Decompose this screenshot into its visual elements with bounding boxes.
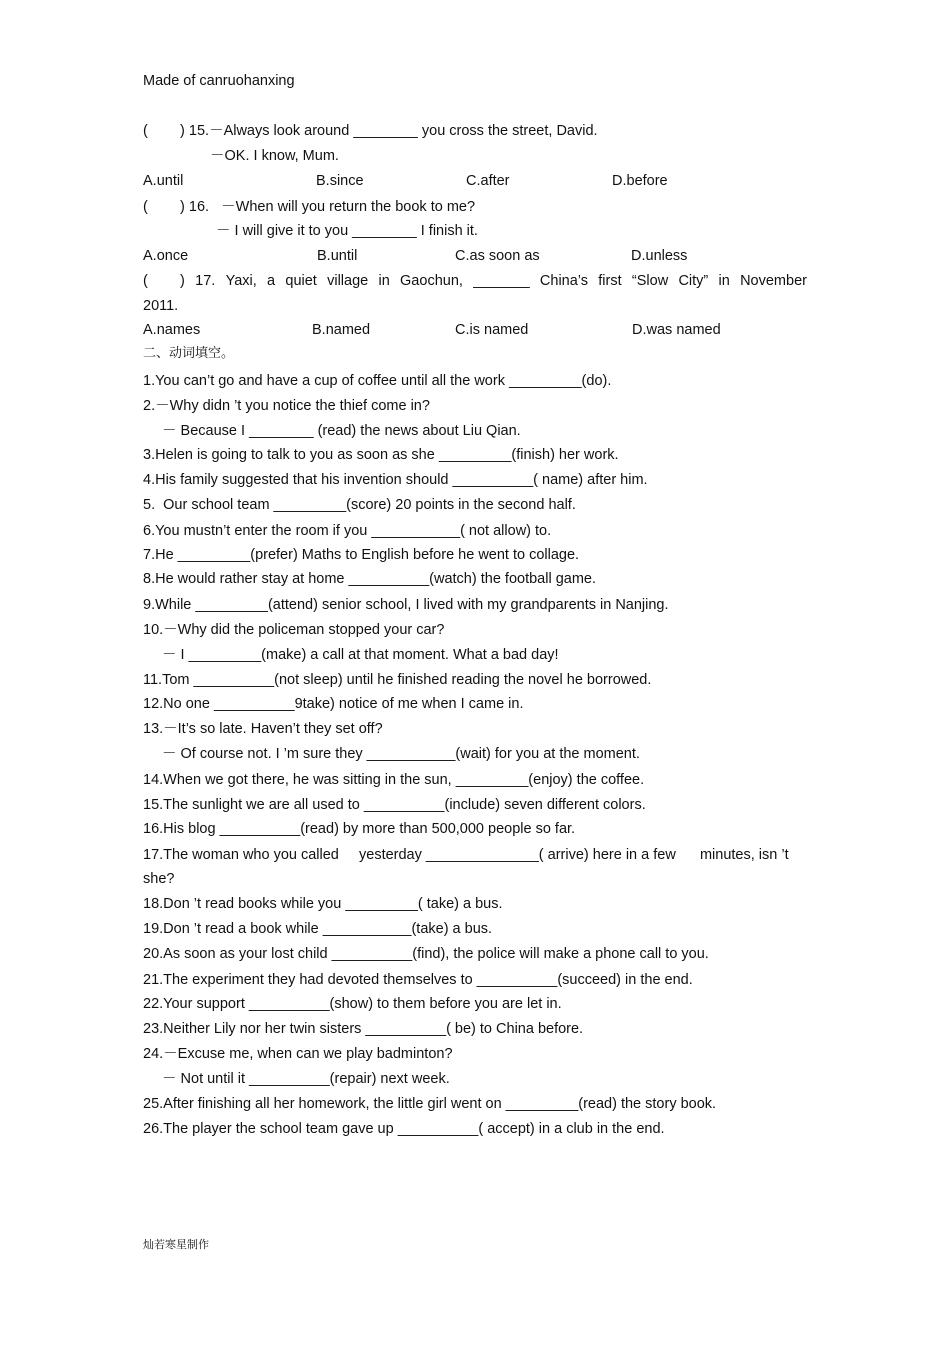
q17-word: China’s (539, 273, 589, 289)
q17-word: _______ (473, 273, 530, 289)
item-5: 5. Our school team _________(score) 20 points in the second half. (143, 497, 576, 513)
q17-word: Gaochun, (400, 273, 463, 289)
q17-option-d: D.was named (632, 322, 721, 338)
item-17: 17.The woman who you called yesterday ______________( arrive) here in a few minutes, isn ’t (143, 847, 789, 863)
item-4: 4.His family suggested that his invention should __________( name) after him. (143, 472, 648, 488)
question-16: ( ) 16. －When will you return the book to me? (143, 199, 476, 215)
q17-word: quiet (285, 273, 317, 289)
q15-option-d: D.before (612, 173, 668, 189)
question-15: ( ) 15.－Always look around ________ you cross the street, David. (143, 123, 598, 139)
q15-option-a: A.until (143, 173, 184, 189)
item-17-continued: she? (143, 871, 175, 887)
q17-word: Yaxi, (225, 273, 257, 289)
item-8: 8.He would rather stay at home __________(watch) the football game. (143, 571, 596, 587)
question-17-continued: 2011. (143, 298, 179, 314)
q15-option-c: C.after (466, 173, 510, 189)
item-13-reply: － Of course not. I ’m sure they ___________(wait) for you at the moment. (162, 746, 640, 762)
q17-word: first (598, 273, 622, 289)
q17-word: ( ) (143, 273, 185, 289)
item-11: 11.Tom __________(not sleep) until he finished reading the novel he borrowed. (143, 672, 652, 688)
q16-option-d: D.unless (631, 248, 688, 264)
item-20: 20.As soon as your lost child __________(find), the police will make a phone call to you. (143, 946, 709, 962)
q16-option-b: B.until (317, 248, 358, 264)
q17-word: “Slow (631, 273, 669, 289)
item-21: 21.The experiment they had devoted themselves to __________(succeed) in the end. (143, 972, 693, 988)
q17-word: November (740, 273, 807, 289)
q16-option-a: A.once (143, 248, 189, 264)
item-26: 26.The player the school team gave up __________( accept) in a club in the end. (143, 1121, 665, 1137)
question-17 (143, 272, 807, 290)
item-1: 1.You can’t go and have a cup of coffee until all the work _________(do). (143, 373, 612, 389)
q17-word: 17. (195, 273, 216, 289)
q17-option-c: C.is named (455, 322, 529, 338)
item-12: 12.No one __________9take) notice of me when I came in. (143, 696, 524, 712)
page-header: Made of canruohanxing (143, 73, 295, 89)
item-25: 25.After finishing all her homework, the little girl went on _________(read) the story book. (143, 1096, 717, 1112)
item-6: 6.You mustn’t enter the room if you ___________( not allow) to. (143, 523, 552, 539)
item-13: 13.－It’s so late. Haven’t they set off? (143, 721, 383, 737)
q17-word: in (378, 273, 390, 289)
item-16: 16.His blog __________(read) by more than 500,000 people so far. (143, 821, 576, 837)
item-23: 23.Neither Lily nor her twin sisters __________( be) to China before. (143, 1021, 584, 1037)
item-9: 9.While _________(attend) senior school, I lived with my grandparents in Nanjing. (143, 597, 669, 613)
item-24-reply: － Not until it __________(repair) next week. (162, 1071, 450, 1087)
item-24: 24.－Excuse me, when can we play badminton? (143, 1046, 453, 1062)
q17-word: in (718, 273, 730, 289)
q17-option-b: B.named (312, 322, 371, 338)
item-2-reply: － Because I ________ (read) the news about Liu Qian. (162, 423, 521, 439)
q17-option-a: A.names (143, 322, 201, 338)
item-15: 15.The sunlight we are all used to __________(include) seven different colors. (143, 797, 646, 813)
section-title: 二、动词填空。 (143, 346, 235, 361)
item-10: 10.－Why did the policeman stopped your car? (143, 622, 445, 638)
item-18: 18.Don ’t read books while you _________( take) a bus. (143, 896, 503, 912)
q17-word: a (267, 273, 276, 289)
page-footer: 灿若寒星制作 (143, 1238, 209, 1251)
item-7: 7.He _________(prefer) Maths to English before he went to collage. (143, 547, 580, 563)
q16-option-c: C.as soon as (455, 248, 540, 264)
question-16-reply: － I will give it to you ________ I finish it. (216, 223, 478, 239)
q15-option-b: B.since (316, 173, 364, 189)
item-19: 19.Don ’t read a book while ___________(take) a bus. (143, 921, 493, 937)
item-2: 2.－Why didn ’t you notice the thief come in? (143, 398, 430, 414)
q17-word: village (327, 273, 369, 289)
question-15-reply: －OK. I know, Mum. (210, 148, 339, 164)
item-3: 3.Helen is going to talk to you as soon as she _________(finish) her work. (143, 447, 619, 463)
q17-word: City” (678, 273, 709, 289)
item-22: 22.Your support __________(show) to them before you are let in. (143, 996, 562, 1012)
item-14: 14.When we got there, he was sitting in the sun, _________(enjoy) the coffee. (143, 772, 645, 788)
item-10-reply: － I _________(make) a call at that moment. What a bad day! (162, 647, 559, 663)
